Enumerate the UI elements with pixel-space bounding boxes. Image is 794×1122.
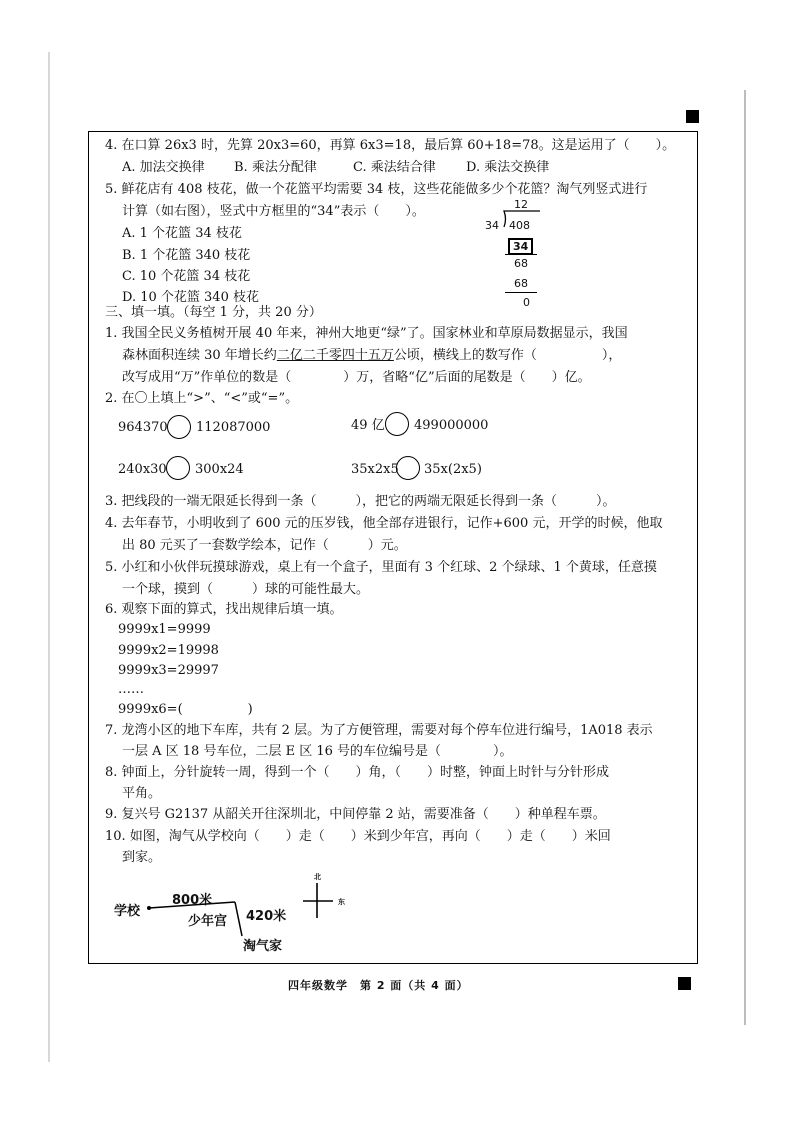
fill-q4-line2: 出 80 元买了一套数学绘本，记作（ ）元。 (122, 538, 407, 553)
fill-q1-line1: 1. 我国全民义务植树开展 40 年来，神州大地更“绿”了。国家林业和草原局数据显示，我国 (105, 326, 628, 341)
q5-option-c: C. 10 个花篮 34 枝花 (122, 269, 251, 284)
q4-option-b: B. 乘法分配律 (234, 160, 317, 175)
fill-q10-line1: 10. 如图，淘气从学校向（ ）走（ ）米到少年宫，再向（ ）走（ ）米回 (105, 829, 611, 844)
section-3-title: 三、填一填。（每空 1 分，共 20 分） (105, 305, 322, 320)
map-youth-palace-label: 少年宫 (188, 914, 228, 929)
fill-q8-line1: 8. 钟面上，分针旋转一周，得到一个（ ）角，（ ）时整，钟面上时针与分针形成 (105, 765, 610, 780)
fill-q1-line2 (122, 348, 621, 364)
fill-q3: 3. 把线段的一端无限延长得到一条（ ），把它的两端无限延长得到一条（ ）。 (105, 494, 616, 509)
map-home-label: 淘气家 (243, 939, 283, 954)
fill-q1-line3: 改写成用“万”作单位的数是（ ）万，省略“亿”后面的尾数是（ ）亿。 (122, 370, 591, 385)
fill-q2-stem: 2. 在〇上填上“>”、“<”或“=”。 (105, 391, 299, 406)
fill-q5-line2: 一个球，摸到（ ）球的可能性最大。 (122, 582, 370, 597)
fill-q4-line1: 4. 去年春节，小明收到了 600 元的压岁钱，他全部存进银行，记作+600 元，开学的时候，他取 (105, 516, 663, 531)
map-school-label: 学校 (114, 904, 141, 919)
fill-q1-underlined-number: 二亿二千零四十五万 (276, 348, 394, 363)
compare-1-right: 112087000 (196, 420, 271, 435)
compare-2-left: 49 亿 (351, 418, 385, 433)
compare-3-circle[interactable] (166, 456, 190, 480)
division-divisor: 34 (485, 219, 499, 232)
registration-mark-bottom (678, 977, 691, 990)
compass-east-label: 东 (338, 898, 345, 906)
compass-north-label: 北 (314, 873, 321, 881)
division-final-0: 0 (523, 296, 530, 309)
fill-q1-text: 森林面积连续 30 年增长约 (122, 348, 277, 363)
fill-q10-line2: 到家。 (122, 850, 162, 865)
fill-q9: 9. 复兴号 G2137 从韶关开往深圳北，中间停靠 2 站，需要准备（ ）种单程车票。 (105, 807, 606, 822)
fill-q8-line2: 平角。 (122, 786, 162, 801)
compare-4-right: 35x(2x5) (424, 462, 482, 477)
q5-stem-line1: 5. 鲜花店有 408 枝花，做一个花篮平均需要 34 枝，这些花能做多少个花篮？淘气列竖式进行 (105, 182, 648, 197)
page-footer: 四年级数学 第 2 面（共 4 面） (288, 979, 469, 992)
division-boxed-34: 34 (508, 238, 533, 255)
fill-q1-text-after: 公顷，横线上的数写作（ ）， (393, 348, 622, 363)
compass-cross (300, 880, 336, 920)
division-remainder-68: 68 (514, 257, 528, 270)
division-rule-2 (505, 292, 537, 293)
compare-2-circle[interactable] (385, 412, 409, 436)
fill-q5-line1: 5. 小红和小伙伴玩摸球游戏，桌上有一个盒子，里面有 3 个红球、2 个绿球、1 个黄球，任意摸 (105, 560, 657, 575)
q5-option-a: A. 1 个花篮 34 枝花 (122, 226, 242, 241)
division-rule-1 (505, 254, 537, 255)
map-distance-420: 420米 (246, 909, 287, 924)
scan-edge-left (48, 52, 50, 1062)
compare-3-left: 240x30 (118, 462, 167, 477)
q5-option-d: D. 10 个花篮 340 枝花 (122, 290, 259, 305)
q4-stem: 4. 在口算 26x3 时，先算 20x3=60，再算 6x3=18，最后算 60+18=78。这是运用了（ ）。 (105, 138, 676, 153)
compare-4-left: 35x2x5 (351, 462, 399, 477)
registration-mark-top (686, 110, 699, 123)
pattern-ellipsis: …… (118, 682, 144, 697)
q4-option-a: A. 加法交换律 (122, 160, 205, 175)
division-quotient: 12 (514, 198, 528, 211)
fill-q6-stem: 6. 观察下面的算式，找出规律后填一填。 (105, 602, 343, 617)
pattern-eq-3: 9999x3=29997 (118, 663, 219, 678)
q5-stem-line2: 计算（如右图），竖式中方框里的“34”表示（ ）。 (122, 204, 425, 219)
q4-option-d: D. 乘法交换律 (466, 160, 550, 175)
compare-4-circle[interactable] (396, 456, 420, 480)
compare-2-right: 499000000 (414, 418, 489, 433)
pattern-eq-6: 9999x6=( ) (118, 702, 253, 717)
compare-3-right: 300x24 (195, 462, 244, 477)
division-subtract-68: 68 (514, 277, 528, 290)
division-dividend: 408 (509, 219, 530, 232)
pattern-eq-1: 9999x1=9999 (118, 622, 211, 637)
fill-q7-line1: 7. 龙湾小区的地下车库，共有 2 层。为了方便管理，需要对每个停车位进行编号，1A018 表示 (105, 723, 653, 738)
q5-option-b: B. 1 个花篮 340 枝花 (122, 248, 251, 263)
pattern-eq-2: 9999x2=19998 (118, 643, 219, 658)
compare-1-circle[interactable] (167, 415, 191, 439)
scan-edge-right (744, 90, 746, 1025)
q4-option-c: C. 乘法结合律 (353, 160, 436, 175)
map-distance-800: 800米 (172, 893, 213, 908)
fill-q7-line2: 一层 A 区 18 号车位，二层 E 区 16 号的车位编号是（ ）。 (122, 744, 513, 759)
compare-1-left: 964370 (118, 420, 168, 435)
